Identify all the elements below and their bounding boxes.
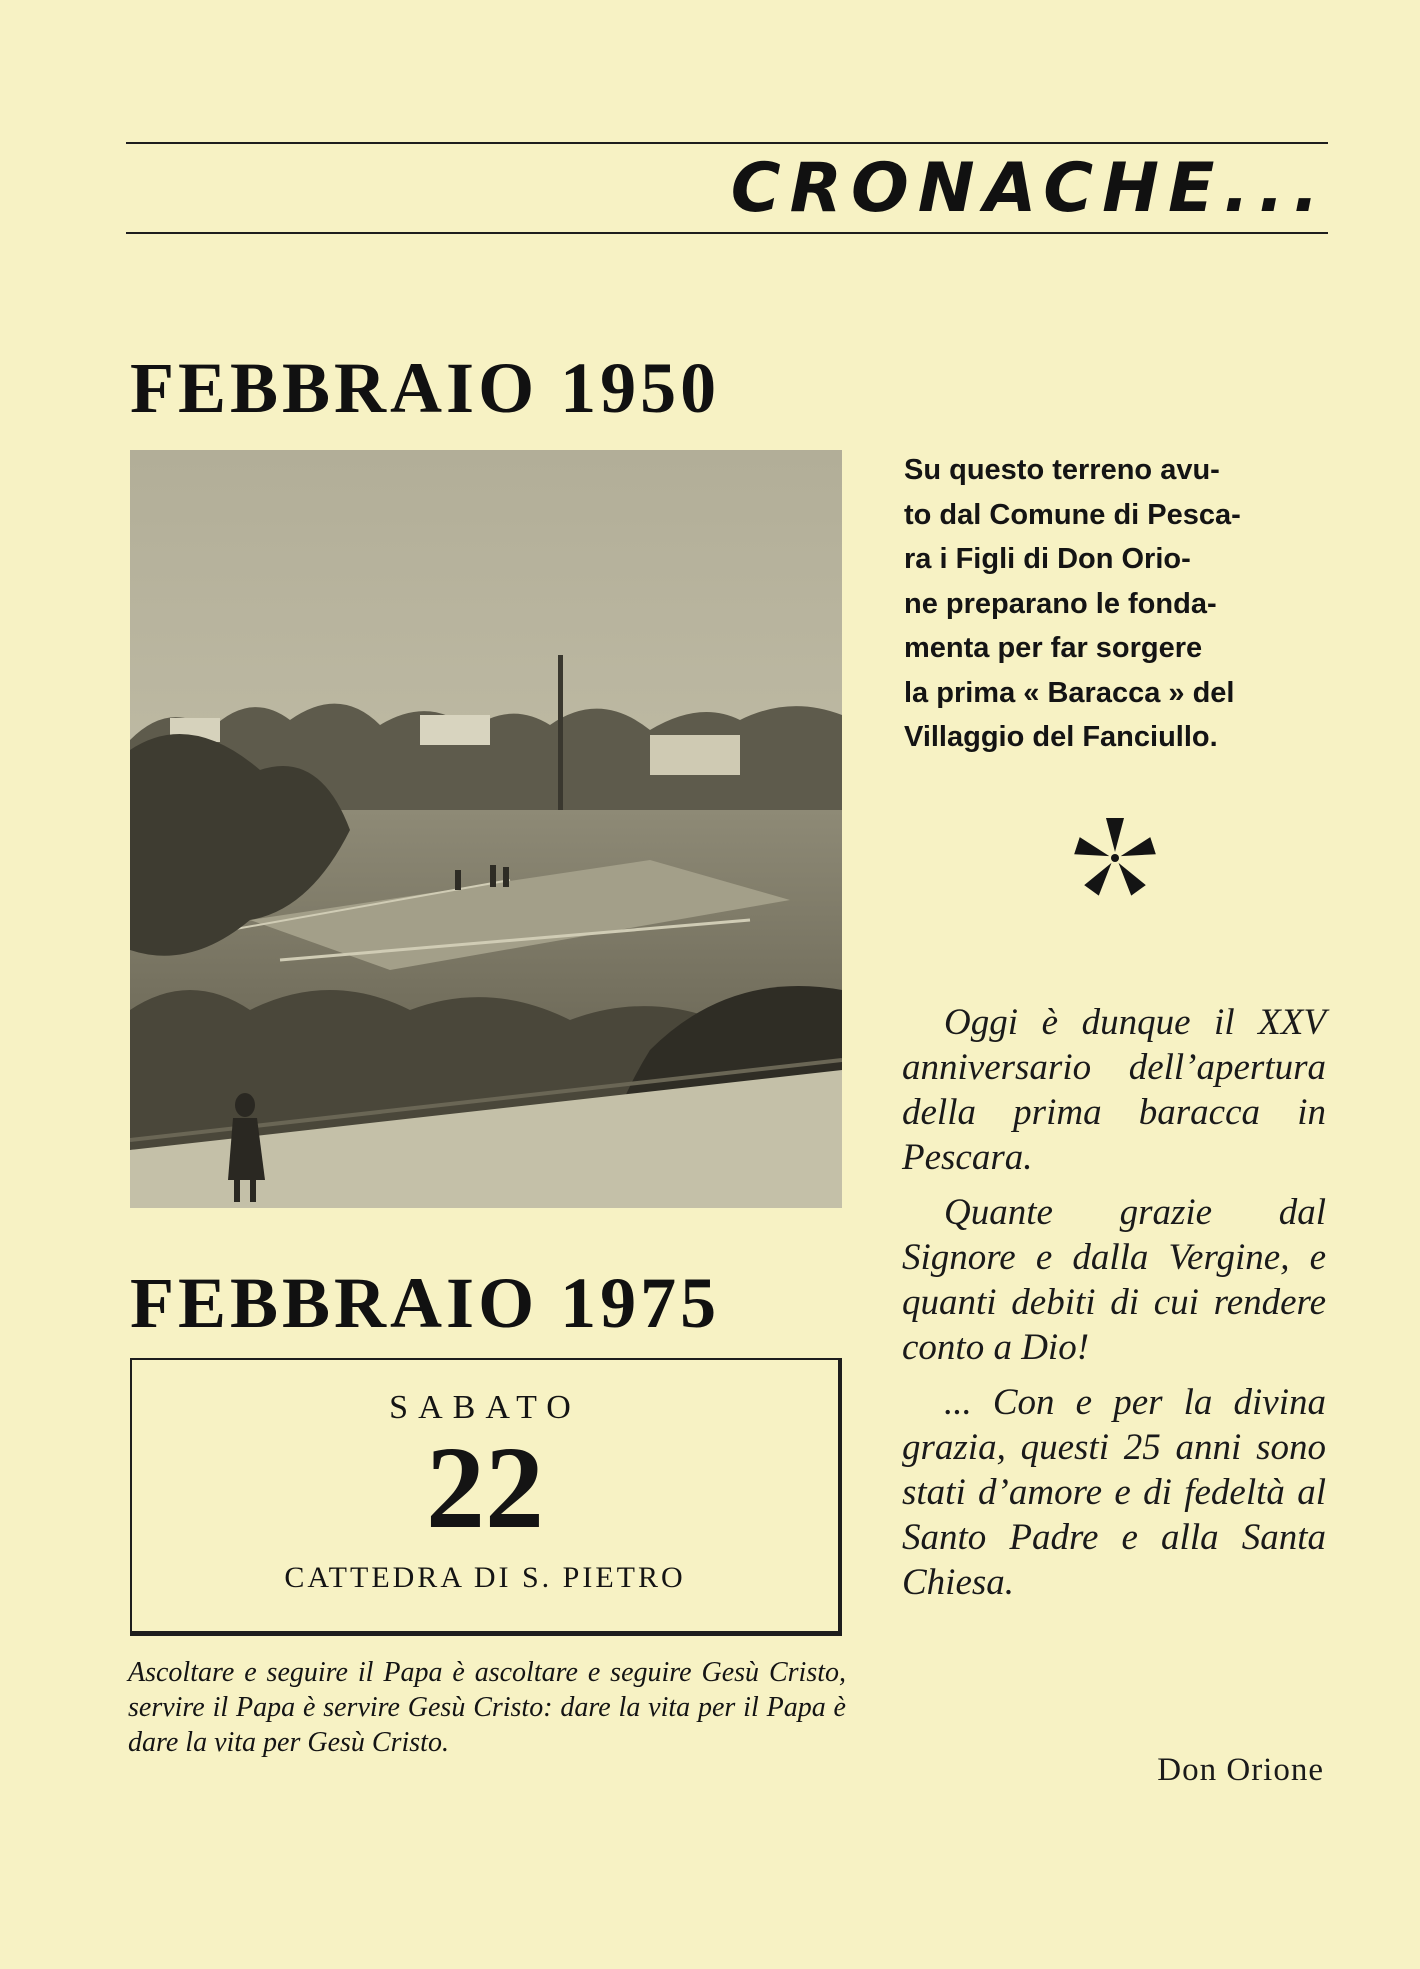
- calendar-feast: CATTEDRA DI S. PIETRO: [284, 1561, 686, 1594]
- photo-caption: [904, 448, 1326, 760]
- signature: Don Orione: [1157, 1752, 1324, 1788]
- caption-line: la prima « Baracca » del: [904, 676, 1235, 709]
- heading-1950: FEBBRAIO 1950: [130, 348, 721, 428]
- anniversary-text: [902, 1000, 1326, 1615]
- caption-line: Su questo terreno avu-: [904, 454, 1220, 486]
- grace-paragraph: Quante grazie dal Signore e dalla Vergine, e quanti debiti di cui rendere conto a Dio!: [902, 1192, 1326, 1368]
- calendar-weekday: SABATO: [389, 1389, 581, 1426]
- caption-line: ra i Figli di Don Orio-: [904, 543, 1191, 575]
- caption-line: ne preparano le fonda-: [904, 587, 1217, 620]
- heading-1975: FEBBRAIO 1975: [130, 1263, 721, 1343]
- papal-quote: Ascoltare e seguire il Papa è ascoltare e seguire Gesù Cristo, servire il Papa è servire Gesù Cristo: dare la vita per il Papa è dare la vita per Gesù Cristo.: [128, 1657, 846, 1758]
- landscape-photo: [130, 450, 842, 1208]
- asterisk-ornament-icon: [1060, 814, 1170, 902]
- caption-line: to dal Comune di Pesca-: [904, 498, 1241, 531]
- fidelity-paragraph: ... Con e per la divina grazia, questi 25 anni sono stati d’amore e di fedeltà al Santo Padre e alla Santa Chiesa.: [902, 1382, 1326, 1603]
- masthead-rule-top: [126, 142, 1328, 144]
- masthead-rule-bottom: [126, 232, 1328, 234]
- calendar-day-number: 22: [426, 1422, 544, 1553]
- caption-line: menta per far sorgere: [904, 632, 1203, 664]
- masthead-title: CRONACHE...: [730, 149, 1328, 228]
- calendar-box: [130, 1358, 842, 1636]
- anniversary-paragraph: Oggi è dunque il XXV anniversario dell’apertura della prima baracca in Pescara.: [902, 1002, 1326, 1178]
- caption-line: Villaggio del Fanciullo.: [904, 721, 1218, 753]
